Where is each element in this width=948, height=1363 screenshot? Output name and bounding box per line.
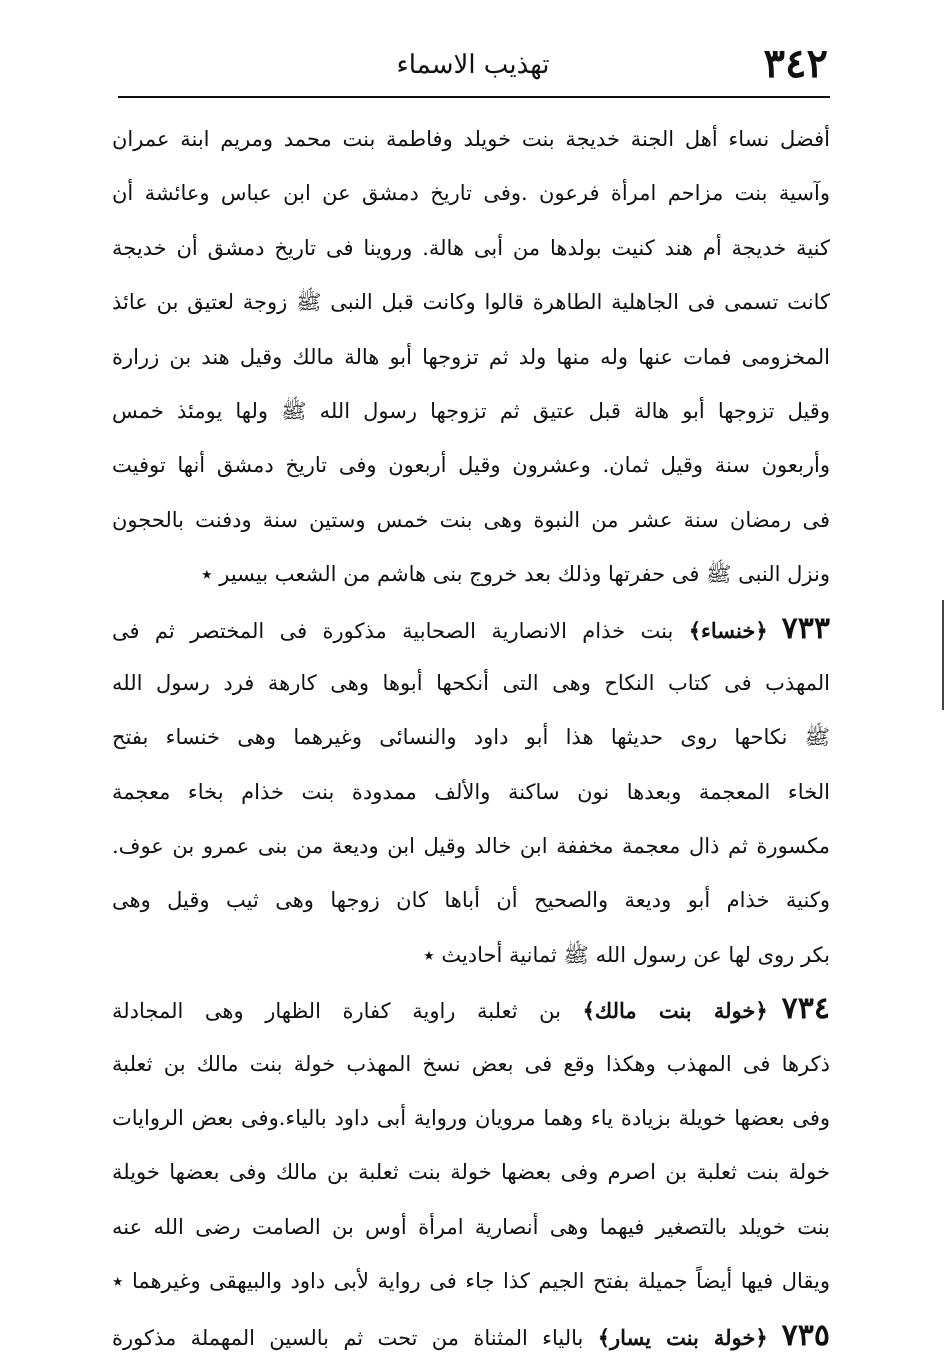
line-text: المخزومى فمات عنها وله منها ولد ثم تزوجها أبو هالة مالك وقيل هند بن زرارة xyxy=(112,344,830,369)
text-line xyxy=(112,1254,830,1308)
text-line xyxy=(112,1091,830,1145)
entry-name: ﴿خولة بنت يسار﴾ xyxy=(597,1324,768,1350)
header-rule xyxy=(118,96,830,98)
text-line xyxy=(112,493,830,547)
line-text: بنت خذام الانصارية الصحابية مذكورة فى المختصر ثم فى xyxy=(112,618,674,643)
page-header xyxy=(118,38,828,94)
text-line xyxy=(112,275,830,329)
text-line xyxy=(112,330,830,384)
text-line xyxy=(112,710,830,764)
line-text: وكنية خذام أبو وديعة والصحيح أن أباها كان زوجها وهى ثيب وقيل وهى xyxy=(112,888,830,913)
text-line xyxy=(112,765,830,819)
line-text: بالياء المثناة من تحت ثم بالسين المهملة مذكورة xyxy=(112,1325,584,1350)
line-text: وآسية بنت مزاحم امرأة فرعون .وفى تاريخ دمشق عن ابن عباس وعائشة أن xyxy=(112,181,830,206)
text-line xyxy=(112,1200,830,1254)
text-line xyxy=(112,547,830,601)
text-line xyxy=(112,1037,830,1091)
text-line xyxy=(112,112,830,166)
line-text: الخاء المعجمة وبعدها نون ساكنة والألف ممدودة بنت خذام بخاء معجمة xyxy=(112,779,830,804)
entry-heading-line xyxy=(112,602,830,656)
line-text: فى رمضان سنة عشر من النبوة وهى بنت خمس وستين سنة ودفنت بالحجون xyxy=(112,507,830,532)
entry-name: ﴿خنساء﴾ xyxy=(688,617,768,643)
margin-mark xyxy=(942,600,944,710)
text-line xyxy=(112,438,830,492)
text-line xyxy=(112,656,830,710)
line-text: ونزل النبى ﷺ فى حفرتها وذلك بعد خروج بنى هاشم من الشعب بيسير ٭ xyxy=(201,562,830,587)
text-line xyxy=(112,819,830,873)
body-text xyxy=(112,112,830,1363)
entry-number: ٧٣٣ xyxy=(781,610,830,646)
line-text: وفى بعضها خويلة بزيادة ياء وهما مرويان ورواية أبى داود بالياء.وفى بعض الروايات xyxy=(112,1106,830,1131)
text-line xyxy=(112,384,830,438)
text-line xyxy=(112,873,830,927)
line-text: أفضل نساء أهل الجنة خديجة بنت خويلد وفاطمة بنت محمد ومريم ابنة عمران xyxy=(112,127,830,151)
text-line xyxy=(112,221,830,275)
text-line xyxy=(112,166,830,220)
line-text: بنت خويلد بالتصغير فيهما وهى أنصارية امرأة أوس بن الصامت رضى الله عنه xyxy=(112,1214,830,1239)
line-text: وقيل تزوجها أبو هالة قبل عتيق ثم تزوجها رسول الله ﷺ ولها يومئذ خمس xyxy=(112,398,830,423)
line-text: كنية خديجة أم هند كنيت بولدها من أبى هالة. وروينا فى تاريخ دمشق أن خديجة xyxy=(112,235,830,260)
page-number: ٣٤٢ xyxy=(763,40,828,87)
entry-number: ٧٣٤ xyxy=(781,991,830,1027)
line-text: المهذب فى كتاب النكاح وهى التى أنكحها أبوها وهى كارهة فرد رسول الله xyxy=(112,670,830,695)
entry-name: ﴿خولة بنت مالك﴾ xyxy=(582,998,768,1024)
line-text: وأربعون سنة وقيل ثمان. وعشرون وقيل أربعون وفى تاريخ دمشق أنها توفيت xyxy=(112,453,830,478)
line-text: ويقال فيها أيضاً جميلة بفتح الجيم كذا جاء فى رواية لأبى داود والبيهقى وغيرهما ٭ xyxy=(112,1269,830,1294)
entry-heading-line xyxy=(112,1309,830,1363)
entry-heading-line xyxy=(112,982,830,1036)
line-text: مكسورة ثم ذال معجمة مخففة ابن خالد وقيل ابن وديعة من بنى عمرو بن عوف. xyxy=(112,834,830,859)
line-text: كانت تسمى فى الجاهلية الطاهرة قالوا وكانت قبل النبى ﷺ زوجة لعتيق بن عائذ xyxy=(112,290,830,315)
line-text: ذكرها فى المهذب وهكذا وقع فى بعض نسخ المهذب خولة بنت مالك بن ثعلبة xyxy=(112,1051,830,1076)
line-text: بكر روى لها عن رسول الله ﷺ ثمانية أحاديث ٭ xyxy=(423,942,830,967)
entry-number: ٧٣٥ xyxy=(781,1317,830,1353)
line-text: بن ثعلبة راوية كفارة الظهار وهى المجادلة xyxy=(112,999,561,1024)
running-title: تهذيب الاسماء xyxy=(396,50,550,80)
text-line xyxy=(112,1145,830,1199)
text-line xyxy=(112,928,830,982)
line-text: ﷺ نكاحها روى حديثها هذا أبو داود والنسائى وغيرهما وهى خنساء بفتح xyxy=(112,725,830,750)
line-text: خولة بنت ثعلبة بن اصرم وفى بعضها خولة بنت ثعلبة بن مالك وفى بعضها خويلة xyxy=(112,1160,830,1185)
